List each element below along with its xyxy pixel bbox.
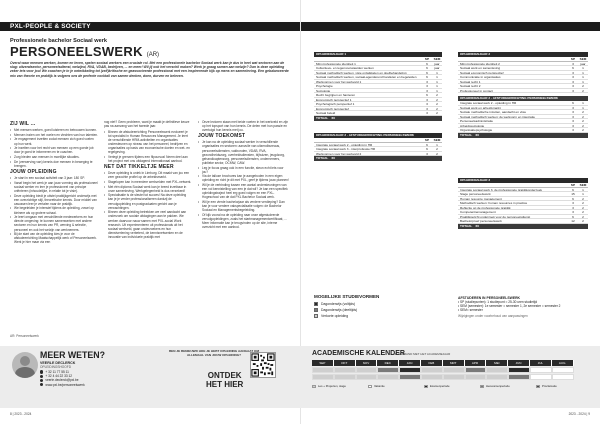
page-number-right: 2023 - 2024 | 9: [568, 412, 590, 416]
calendar-month: NOV: [356, 360, 378, 366]
left-column-2: [104, 120, 192, 240]
calendar-cell: [530, 367, 552, 373]
list-item: • Wil je een vierde bachelorjaar als verdere verdieping? Dan kan je voor verdere vakspecialisatie volgen: de Bachelor Sociaal en Managementsbegeleiding.: [198, 200, 290, 212]
course-sp: 3: [572, 88, 574, 93]
total-value: 60: [475, 223, 479, 228]
calendar-legend-item: [368, 384, 424, 388]
calendar-row-2: [312, 374, 574, 380]
course-sp: 6: [572, 196, 574, 201]
column-sem: SEM: [433, 138, 441, 142]
course-sem: 2: [582, 114, 584, 119]
calendar-cell: [486, 367, 508, 373]
calendar-legend-item: [424, 384, 480, 388]
list-item: • Je engagement inzetten zodat mensen zich goed voelen op hun werk.: [10, 137, 98, 145]
list-item: • Met één diploma Sociaal werk kan je breed inzetbaar in onze samenleving. Werkgelegenheid is dus verzekerd!: [104, 185, 192, 193]
list-item: • Stagelopen kan in meerdere werkvelden met PXL-netwerk.: [104, 180, 192, 184]
legend-label: Verkorte opleiding: [321, 314, 349, 318]
contact-name: VEERLE DECLERCK: [40, 361, 76, 365]
calendar-month: MRT: [443, 360, 465, 366]
course-sem: 2: [436, 151, 438, 156]
course-name: Sociaal methodisch werken, sociaal-agenderend handelen en begeleiden: [316, 75, 417, 79]
course-sp: 15: [571, 192, 575, 196]
course-name: Werkvormen voor het werkveld 1: [316, 79, 362, 83]
calendar-months: [312, 360, 574, 366]
course-name: Psychologisch perspectief 1: [316, 102, 355, 106]
calendar-legend-item: [312, 384, 368, 388]
legend-swatch: [314, 308, 318, 312]
contact-text: veerle.declerck@pxl.be: [45, 378, 79, 383]
list-item: • Met mensen werken, goed luisteren en betrouwen kunnen.: [10, 128, 98, 132]
list-item: • Wil je de verbinding tussen een aantal ondersteuningen van een vol kennistelling van een je dat wil? Je kan een specifiek opleidingstraject heel erg goed volgen en een PXL-Hogeschool van de dat PXL Bachelor Sociaal werk.: [198, 183, 290, 199]
course-sp: 3: [572, 79, 574, 84]
course-sp: 6: [426, 75, 428, 79]
column-sem: SEM: [579, 57, 587, 61]
toekomst-list: [198, 140, 290, 229]
admission-line: • SP (studiepunten): 1 studiepunt = 25-30 uren studietijd: [458, 300, 538, 304]
course-sem: 2: [436, 111, 438, 115]
list-item: • Je leert omgaan met verschillende medewerkers en hun directe omgeving: te kunnen samenwerken met andere sectoren en hun kennis van PR, werving & selectie, personeel en ook het welzijn van werknemers.: [10, 215, 98, 231]
total-value: 60: [331, 156, 335, 160]
calendar-cell: [312, 374, 334, 380]
course-name: Personeelsadministratie: [460, 119, 494, 123]
legend-swatch: [314, 302, 318, 306]
calendar-legend-swatch: [312, 385, 316, 388]
calendar-cell: [334, 374, 356, 380]
column-sp: SP: [424, 57, 430, 61]
table-subheader: OPLEIDINGSJAAR 2 - AFSTUDEERRICHTING PERSONEELSWERK: [458, 96, 588, 101]
course-sp: 6: [426, 70, 428, 75]
course-sp: 3: [426, 88, 428, 93]
calendar-cell: [465, 374, 487, 380]
calendar-legend-label: Herexamenperiode: [486, 384, 510, 388]
course-name: Economisch perspectief: [316, 106, 349, 110]
calendar-legend-label: Les + Projecten, stage: [318, 384, 346, 388]
course-sp: 3: [426, 111, 428, 115]
cta-line-1: ONTDEK: [207, 371, 242, 380]
course-sem: 2: [582, 196, 584, 201]
contact-text: www.pxl.be/personeelswerk: [45, 382, 85, 387]
list-item: • Je inzetten voor het recht van mensen op een goede job door je goed te informeren en te coachen.: [10, 146, 98, 154]
course-sp: 6: [572, 214, 574, 219]
calendar-cell: [421, 374, 443, 380]
course-sem: 1: [582, 192, 584, 196]
total-value: 60: [331, 115, 335, 120]
calendar-cell: [377, 374, 399, 380]
column-2-list: [104, 130, 192, 163]
calendar-cell: [312, 367, 334, 373]
total-label: TOTAAL: [460, 223, 473, 228]
title-tag: (AR): [146, 52, 160, 58]
course-sem: 2: [582, 119, 584, 123]
course-name: Sociaal werk en samenleving: [460, 66, 501, 70]
table-total-row: [458, 133, 588, 138]
table-header: OPLEIDINGSJAAR 1: [314, 52, 442, 57]
course-sem: 2: [436, 102, 438, 106]
admission-line: • SEM= semester: [458, 308, 483, 312]
course-name: Collectieve- en tegenvoorwaarden werken: [316, 66, 374, 70]
calendar-cell: [377, 367, 399, 373]
calendar-row-1: [312, 367, 574, 373]
course-sem: 2: [436, 97, 438, 102]
opleiding-list: [10, 176, 98, 244]
calendar-legend-label: Proclamatie: [542, 384, 557, 388]
course-sp: 3: [426, 151, 428, 156]
course-sem: 2: [582, 205, 584, 210]
course-sem: jaar: [434, 61, 440, 66]
calendar-month: MEI: [486, 360, 508, 366]
course-name: Mijn professionele identiteit 2: [460, 61, 500, 65]
course-name: Competentiemanagement: [460, 210, 496, 214]
course-sem: 2: [436, 93, 438, 97]
contact-line[interactable]: [40, 383, 85, 387]
course-sp: 3: [572, 201, 574, 205]
course-name: Methodisch werken: human resources in practice: [460, 201, 528, 205]
brand-tag: PXL-PEOPLE & SOCIETY: [10, 23, 91, 30]
course-sp: 3: [572, 84, 574, 88]
calendar-cell: [465, 367, 487, 373]
photo-caption: AR: Personeelswerk: [10, 334, 39, 338]
course-sp: 3: [572, 119, 574, 123]
course-name: Werkvormen voor het werkveld 2: [316, 151, 362, 155]
course-name: Sociaal economisch perspectief: [460, 70, 504, 74]
course-sem: 1: [436, 88, 438, 93]
calendar-legend-label: Examenperiode: [430, 384, 450, 388]
course-name: Mijn professionele identiteit 1: [316, 61, 356, 65]
table-total-row: [314, 116, 442, 121]
course-sp: 6: [426, 66, 428, 70]
course-sp: 3: [572, 61, 574, 66]
legend-item: [314, 308, 444, 312]
calendar-title: ACADEMISCHE KALENDER: [312, 350, 405, 357]
course-name: Communicatie in organisaties: [460, 75, 501, 79]
intro-paragraph: Overal waar mensen werken, komen en leven, spelen sociaal werkers een cruciale rol. Met een professionele bachelor Sociaal werk kan je dus in heel wat sectoren aan de slag: uitzendsector, personeelsdienst, welzijnd, RVA, VDAB, bedrijven, ... en meer! Wil jij ook het verschil maken? Werk je graag samen aan welzijn? Dan is deze opleiding zeker iets voor jou! We coachen je in je ontwikkeling tot (zelf)kritische en geassocieerde professional met een inspirerende kijk op mens en samenleving. Een gebalanceerde mix van theorie en praktijk is volgens ons de perfecte cocktail van samen denken, doen, durven en beleven.: [10, 61, 289, 78]
course-name: Integrale sociaal werk 3, de professionele praktijkonderzoek: [460, 187, 543, 191]
calendar-legend-swatch: [480, 385, 484, 388]
legend-item: [314, 314, 444, 318]
admission-info: [458, 296, 588, 318]
page-number-left: 8 | 2023 - 2024: [10, 412, 32, 416]
course-sp: 3: [572, 105, 574, 110]
list-item: • Leg je focus graag ook in een functie, steun echt iets voor jou?: [198, 166, 290, 174]
course-sem: 2: [582, 219, 584, 223]
course-name: Psychologie: [316, 84, 333, 88]
course-sp: 12: [571, 219, 575, 223]
course-name: Professioneel in contact: [460, 88, 493, 92]
total-label: TOTAAL: [316, 115, 329, 120]
course-sp: 3: [426, 79, 428, 84]
course-sem: 1: [436, 79, 438, 84]
column-name: [460, 183, 568, 187]
course-name: Sociologie: [316, 88, 331, 92]
zij-wil-list: [10, 128, 98, 168]
admission-line: • SEM (semester): 1e semester = semester 1, 2e semester = semester 2: [458, 304, 561, 308]
calendar-month: JUL: [530, 360, 552, 366]
calendar-cell: [399, 367, 421, 373]
course-name: Sociale methodische inzetten, aandacht en visie: [460, 110, 527, 114]
contact-text: + 32 4 44 22 33 12: [45, 374, 73, 379]
calendar-cell: [399, 374, 421, 380]
calendar-cell: [356, 367, 378, 373]
study-forms-legend: [314, 294, 444, 320]
course-sp: 3: [572, 75, 574, 79]
course-sp: 6: [426, 147, 428, 151]
list-item: • De (verwerving van) kennis doe mensen in beweging te brengen.: [10, 160, 98, 168]
course-sem: 2: [582, 214, 584, 219]
course-sp: 3: [572, 70, 574, 75]
calendar-month: JUN: [508, 360, 530, 366]
course-name: Integrale sociaal werk 3 - interprofessie HR: [316, 147, 376, 151]
list-item: • Verlegt je grenzen tijdens een flipcursus! Neem deel aan het project met ons uitdagend internationaal aanbod.: [104, 155, 192, 163]
discover-cta[interactable]: [206, 372, 243, 389]
calendar-cell: [508, 367, 530, 373]
course-sem: 2: [582, 201, 584, 205]
course-sp: 3: [426, 106, 428, 111]
course-sem: 1: [436, 70, 438, 75]
calendar-legend-item: [480, 384, 536, 388]
calendar-cell: [443, 374, 465, 380]
section-heading-opleiding: JOUW OPLEIDING: [10, 168, 57, 175]
course-sem: 2: [582, 84, 584, 88]
column-sp: SP: [424, 138, 430, 142]
course-sp: 6: [572, 187, 574, 192]
course-sp: 3: [572, 123, 574, 128]
calendar-month: SEP: [312, 360, 334, 366]
column-sem: SEM: [579, 183, 587, 187]
table-total-row: [314, 156, 442, 161]
contact-details: [40, 370, 85, 387]
course-name: Economisch perspectief 1: [316, 97, 352, 101]
column-name: [316, 138, 422, 142]
course-sem: 1: [582, 75, 584, 79]
course-sp: 3: [426, 84, 428, 88]
list-item: • Via de talloze brochures kan je aangeboden in een eigen opleiding en richt je dit met PXL, geef je tijdens jouw plannen!: [198, 174, 290, 182]
calendar-legend-item: [536, 384, 592, 388]
total-spacer: [338, 116, 348, 121]
course-sp: 6: [426, 61, 428, 66]
course-sem: jaar: [580, 61, 586, 66]
course-sem: 2: [436, 147, 438, 151]
left-column-3: [198, 120, 290, 230]
calendar-month: AUG: [552, 360, 574, 366]
calendar-month: JAN: [399, 360, 421, 366]
total-value: 60: [475, 132, 479, 137]
contact-role: OPLEIDINGSHOOFD: [40, 365, 71, 369]
left-column-1: [10, 120, 98, 245]
table-header: OPLEIDINGSJAAR 3: [458, 178, 588, 183]
total-spacer: [338, 156, 348, 161]
course-sp: 3: [572, 110, 574, 114]
course-name: Stage personeelswerk: [460, 192, 491, 196]
cta-line-2: HET HIER: [206, 379, 244, 389]
legend-label: Dagonderwijs (deeltijds): [321, 308, 358, 312]
calendar-legend-swatch: [368, 385, 372, 388]
legend-title: MOGELIJKE STUDIEVORMEN: [314, 294, 380, 299]
course-sp: 3: [572, 210, 574, 214]
calendar-cell: [356, 374, 378, 380]
list-item: • Onze lectoren staan met beide voeten in het werkveld en zijn op het topsport van hun kennis. De delen met hun passie en overtuigd hun kennis met jou.: [198, 120, 290, 132]
course-name: Recht begrijpen en hanteren: [316, 93, 356, 97]
course-sem: jaar: [434, 66, 440, 70]
list-item: • Deze opleiding biedt je uitstel praktijkgericht onderwijs met een overzichtige stijl, theoretische kennis. Door middel van casussen leer je vertalen naar de praktijk.: [10, 194, 98, 206]
calendar-month: DEC: [377, 360, 399, 366]
course-sem: 1: [582, 66, 584, 70]
admission-note: Wijzigingen onder voorbehoud van aanpassingen: [458, 314, 528, 318]
calendar-legend-label: Vakantie: [374, 384, 385, 388]
curriculum-table-year2-specialisation: [314, 133, 442, 161]
course-name: Reflectie op de professionele praktijk: [460, 205, 511, 209]
course-name: Human resource management: [460, 196, 502, 200]
avatar: [12, 352, 38, 378]
course-sp: 6: [426, 142, 428, 147]
calendar-legend-swatch: [536, 385, 540, 388]
calendar-cell: [508, 374, 530, 380]
course-sem: 1: [436, 142, 438, 147]
calendar-month: OKT: [334, 360, 356, 366]
course-sem: 1: [582, 70, 584, 75]
list-item: • Mensen inzien om het voelen en vlechten van hun talenten.: [10, 133, 98, 137]
title-text: PERSONEELSWERK: [10, 44, 143, 59]
curriculum-table-year3: [458, 178, 588, 229]
total-spacer: [482, 224, 492, 229]
course-sp: 3: [572, 205, 574, 210]
course-name: Sociaal recht 2: [460, 84, 481, 88]
course-sem: 2: [582, 128, 584, 132]
course-name: Bachelorproef personeelswerk: [460, 219, 502, 223]
contact-text: + 32 11 77 55 11: [45, 370, 69, 374]
column-name: [316, 57, 422, 61]
column-2-paragraph: nog niet? Geen probleem, want je maakt je definitieve keuze pas na aanvang van het tweede jaar.: [104, 120, 190, 129]
list-item: • Vanaf begin het werk je aan jouw vorming als professioneel sociaal werker en leer je professioneel van principe oriënteren (inhoudelijke, in relatie tot je visie).: [10, 181, 98, 193]
calendar-month: FEB: [421, 360, 443, 366]
tikkeltje-list: [104, 171, 192, 239]
calendar-legend-swatch: [424, 385, 428, 388]
list-item: • We begeleiden je intensief tijdens de opleiding, zowel op kleinere als op grotere schaal.: [10, 206, 98, 214]
course-sem: 1: [582, 105, 584, 110]
course-sp: 6: [572, 66, 574, 70]
curriculum-table-year1: [314, 52, 442, 121]
legend-item: [314, 302, 444, 306]
calendar-month: APR: [465, 360, 487, 366]
section-heading-tikkeltje: NET DAT TIKKELTJE MEER: [104, 164, 174, 171]
program-subtitle: Professionele bachelor Sociaal werk: [10, 38, 108, 44]
course-sem: 2: [582, 210, 584, 214]
legend-items: [314, 302, 444, 318]
list-item: • Deze opleiding is uniek in Limburg. Dit maakt van jou een zeer gezochte profiel op de arbeidsmarkt.: [104, 171, 192, 179]
course-sp: 3: [426, 102, 428, 106]
course-sem: 1: [582, 79, 584, 84]
course-name: Arbeidssociologie: [460, 123, 485, 127]
column-sp: SP: [570, 57, 576, 61]
legend-swatch: [314, 314, 318, 318]
list-item: • Je start in een sociaal activiteit van 3 jaar: 180 SP.: [10, 176, 98, 180]
course-name: Organisatiepsychologie: [460, 128, 493, 132]
contact-icon: [40, 383, 43, 386]
table-row: [458, 89, 588, 94]
column-name: [460, 57, 568, 61]
course-sp: 3: [426, 97, 428, 102]
admission-title: AFSTUDEREN IN PERSONEELSWERK: [458, 296, 520, 300]
section-heading-zij-wil: ZIJ WIL ...: [10, 121, 36, 127]
course-sem: 2: [582, 123, 584, 128]
course-sp: 6: [426, 93, 428, 97]
calendar-cell: [443, 367, 465, 373]
calendar-cell: [486, 374, 508, 380]
list-item: • Zorg bieden aan mensen in moeilijke situaties.: [10, 155, 98, 159]
calendar-cell: [552, 374, 574, 380]
legend-label: Dagonderwijs (voltijds): [321, 302, 356, 306]
course-sem: 1: [582, 101, 584, 105]
page-title: [10, 44, 159, 59]
list-item: • Je kan na de opleiding sociaal werker in verschillende organisaties en sectoren: aanvulle van uitzendbureaus, personeelsdiensten, vakbonden, VDAB, RVA, gezondheidszorg, overheidsdiensten, bijhuizen, jeugdzorg, gehandicaptenzorg, personeelsdiensten, ondernemers, publieke sector, OCMW, CAW.: [198, 140, 290, 165]
calendar-cell: [334, 367, 356, 373]
qr-code-icon[interactable]: [250, 352, 276, 378]
column-3-list: [198, 120, 290, 132]
avatar-body: [15, 367, 35, 378]
calendar-cell: [530, 374, 552, 380]
course-name: Praktijkgericht onderzoek voor de personeelsdienst: [460, 214, 531, 218]
calendar-subtitle: IN VERBAND MET HET ACADEMIEJAAR: [394, 352, 451, 356]
table-header: OPLEIDINGSJAAR 2: [458, 52, 588, 57]
list-item: • Bij de start van de opleiding kies je voor de afstudeerrichting Maatschappelijk werk of Personeelswerk. Werk je hier maar via een: [10, 232, 98, 244]
course-sem: 2: [582, 88, 584, 93]
admission-lines: [458, 300, 588, 312]
course-sp: 3: [572, 128, 574, 132]
course-name: Sociaal werk en arbeidsmarkt: [460, 105, 501, 109]
course-name: Integrale sociaal werk 2 - opleiding in HR: [460, 101, 517, 105]
list-item: • Binnen deze opleiding betrekken we veel aandacht aan onderzoek om sociale uitdagingen aan te pakken. We werken daarvoor nauw samen met PXL-social Work research. Uit experimenteren uit professionals uit het sociaal werkveld, gaan onderzoekers en hun dienstverlening verbeterd, de kennisnetwerken en de innovatie van individuele praktijk met: [104, 210, 192, 239]
course-sem: 2: [436, 106, 438, 111]
course-sem: 1: [436, 84, 438, 88]
course-name: Sociaal beleid: [316, 111, 336, 115]
course-name: Sociaal methodisch werken: de werkvorm en integratie: [460, 114, 535, 118]
table-header: OPLEIDINGSJAAR 2 - AFSTUDEERRICHTING PERSONEELSWERK: [314, 133, 442, 138]
table-total-row: [458, 224, 588, 229]
total-label: TOTAAL: [316, 156, 329, 160]
avatar-head: [20, 356, 30, 366]
course-sem: 1: [582, 187, 584, 192]
list-item: • Specialisatie is de sleutel tot succes! Na deze opleiding kan je je verder professionaliseren dankzij de vervolgopleiding en postgraduaten gericht aan je verwachtingen.: [104, 193, 192, 209]
course-sem: 1: [436, 75, 438, 79]
course-sp: 3: [572, 114, 574, 119]
calendar-cell: [421, 367, 443, 373]
course-name: Integrale sociaal werk 2 - opleiding in HR: [316, 142, 373, 146]
calendar-cell: [552, 367, 574, 373]
column-sem: SEM: [433, 57, 441, 61]
course-sem: 2: [582, 110, 584, 114]
promo-text: BEN JE BENIEUWD HOE JE HEBT OPLEIDING AANGAAT OM ALLEMAAL VAN JOUW OPLEIDING?: [168, 349, 260, 357]
course-name: Sociaal methodisch werken, visie ontwikkelen en doelbehandeling: [316, 70, 407, 74]
course-sp: 6: [572, 101, 574, 105]
course-name: Sociaal recht 1: [460, 79, 481, 83]
list-item: • Of kijk vooral na de opleiding naar onze afgestudeerde vervolgopleidingen, zoals het startmanagementcertificaat, ... Meer informatie kan je terugvinden op de site, interne overzicht met een aanbod.: [198, 213, 290, 229]
calendar-legend: [312, 384, 592, 390]
curriculum-table-year2: [458, 52, 588, 138]
section-heading-toekomst: JOUW TOEKOMST: [198, 133, 246, 140]
column-sp: SP: [570, 183, 576, 187]
more-info-title: MEER WETEN?: [40, 350, 105, 360]
total-label: TOTAAL: [460, 132, 473, 137]
list-item: • Binnen de afstudeerrichting Personeelswerk evolueert je tot specialist in Human Resources Management. Je leert de verschillende HRM-activiteiten en organisaties ondersteunen op niveau van het personeel, bedrijven en organisaties op basis van economische doelen en wet- en regelgeving.: [104, 130, 192, 155]
total-spacer: [482, 133, 492, 138]
